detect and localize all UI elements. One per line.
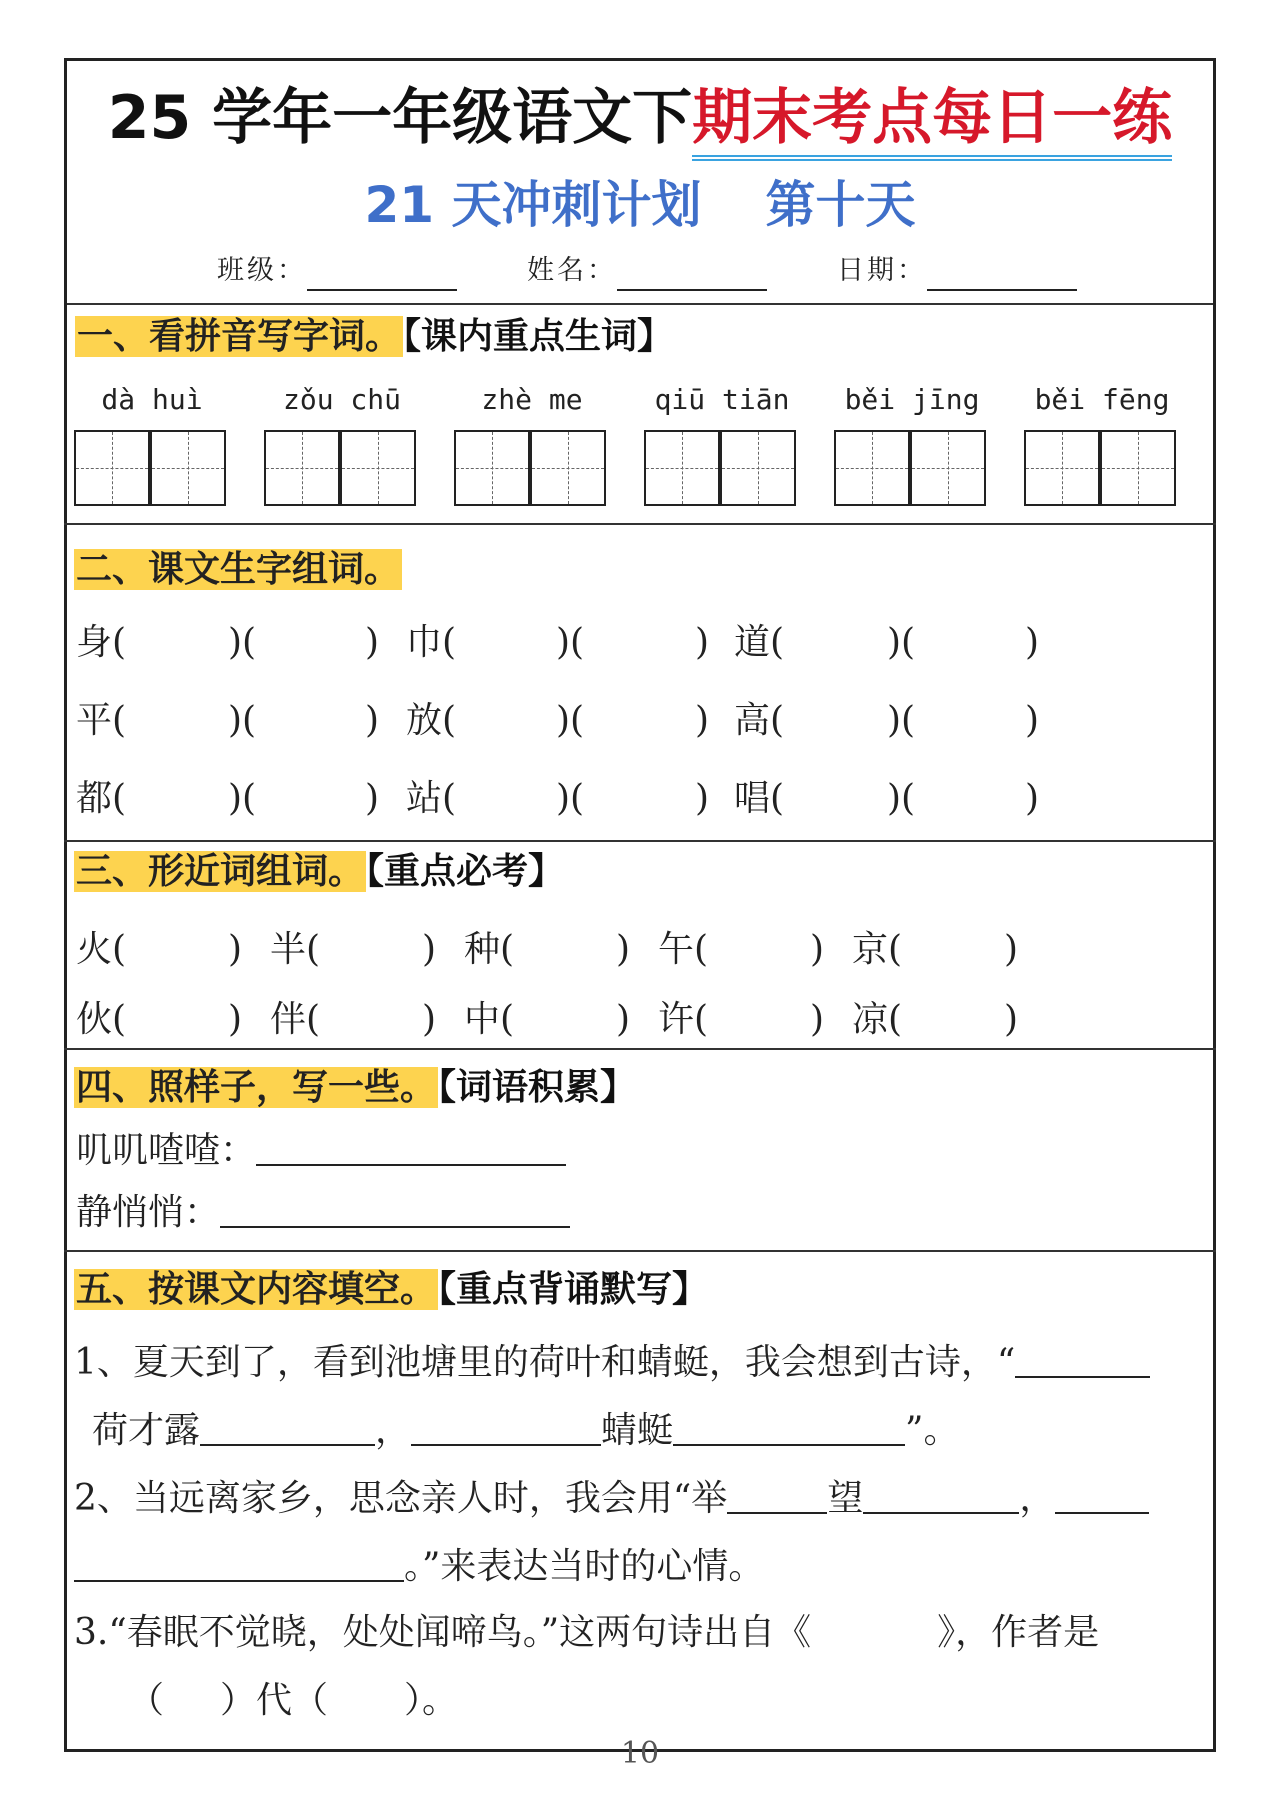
date-blank[interactable]: [927, 257, 1077, 291]
pinyin-text: běi fēng: [1034, 383, 1170, 416]
paren-mid: )(: [887, 622, 916, 663]
section3-title: 三、形近词组词。: [76, 851, 365, 892]
writing-box[interactable]: [720, 430, 796, 506]
paren-end: ): [365, 622, 380, 663]
paren-end: ): [695, 622, 710, 663]
section3-heading: [74, 848, 564, 896]
paren-end: ): [1025, 622, 1040, 663]
writing-box[interactable]: [644, 430, 720, 506]
writing-box[interactable]: [1100, 430, 1176, 506]
question-text: ）。: [404, 1680, 459, 1721]
word-char: 伙(: [76, 999, 127, 1040]
answer-blank[interactable]: [863, 1472, 1019, 1514]
paren-end: ): [695, 700, 710, 741]
question-text: ，: [1019, 1478, 1056, 1519]
paren-mid: )(: [887, 778, 916, 819]
question-text: ）代（: [220, 1680, 329, 1721]
question-text: 》，作者是: [937, 1612, 1100, 1653]
example-word: 叽叽喳喳：: [76, 1130, 257, 1171]
paren-mid: )(: [887, 700, 916, 741]
writing-box[interactable]: [340, 430, 416, 506]
accumulation-item-2: [76, 1186, 570, 1238]
paren-end: ): [810, 929, 825, 970]
student-info-row: [67, 251, 1213, 291]
paren-end: ): [810, 999, 825, 1040]
title-highlight: 期末考点每日一练: [692, 83, 1172, 161]
pinyin-text: běi jīng: [844, 383, 980, 416]
divider: [64, 523, 1216, 525]
question-text: 荷才露: [92, 1410, 201, 1451]
answer-blank[interactable]: [74, 1540, 404, 1582]
section3-tag: 【重点必考】: [366, 851, 565, 892]
question-3-line-2: [128, 1676, 458, 1726]
question-1-line-1: [74, 1336, 1150, 1388]
word-char: 身(: [76, 622, 127, 663]
page-title: [67, 75, 1213, 161]
section1-tag: 【课内重点生词】: [403, 316, 674, 357]
paren-end: ): [228, 999, 243, 1040]
word-char: 站(: [406, 778, 457, 819]
paren-end: ): [228, 929, 243, 970]
answer-blank[interactable]: [1055, 1472, 1149, 1514]
question-text: 3.“春眠不觉晓，处处闻啼鸟。”这两句诗出自《: [74, 1612, 812, 1653]
divider: [67, 303, 1213, 305]
paren-end: ): [1004, 999, 1019, 1040]
accumulation-item-1: [76, 1124, 566, 1176]
writing-box[interactable]: [150, 430, 226, 506]
word-char: 京(: [852, 929, 903, 970]
question-2-line-2: [74, 1540, 764, 1592]
name-label: 姓名：: [527, 255, 617, 286]
section2-title: 二、课文生字组词。: [76, 549, 401, 590]
answer-blank[interactable]: [1015, 1336, 1150, 1378]
writing-box[interactable]: [1024, 430, 1100, 506]
paren-end: ): [616, 929, 631, 970]
writing-box[interactable]: [264, 430, 340, 506]
class-blank[interactable]: [307, 257, 457, 291]
question-text: 1、夏天到了，看到池塘里的荷叶和蜻蜓，我会想到古诗，“: [74, 1342, 1016, 1383]
paren-mid: )(: [556, 622, 585, 663]
word-char: 都(: [76, 778, 127, 819]
class-field: [217, 251, 457, 291]
writing-box[interactable]: [834, 430, 910, 506]
writing-box[interactable]: [530, 430, 606, 506]
paren-end: ): [422, 929, 437, 970]
section4-tag: 【词语积累】: [438, 1067, 637, 1108]
page-subtitle: [67, 165, 1213, 245]
paren-end: ): [695, 778, 710, 819]
word-char: 高(: [734, 700, 785, 741]
paren-mid: )(: [556, 700, 585, 741]
question-text: 。”来表达当时的心情。: [404, 1546, 765, 1587]
paren-mid: )(: [228, 622, 257, 663]
paren-end: ): [365, 778, 380, 819]
pinyin-text: qiū tiān: [654, 383, 790, 416]
section4-heading: [74, 1064, 636, 1112]
answer-blank[interactable]: [673, 1404, 905, 1446]
word-char: 放(: [406, 700, 457, 741]
paren-end: ): [1025, 700, 1040, 741]
section1-heading: [75, 313, 673, 361]
question-1-line-2: [92, 1404, 959, 1456]
word-char: 道(: [734, 622, 785, 663]
paren-end: ): [1025, 778, 1040, 819]
name-blank[interactable]: [617, 257, 767, 291]
question-text: ”。: [905, 1410, 960, 1451]
question-text: 蜻蜓: [601, 1410, 674, 1451]
paren-mid: )(: [556, 778, 585, 819]
divider: [64, 840, 1216, 842]
answer-blank[interactable]: [220, 1186, 570, 1228]
writing-box[interactable]: [910, 430, 986, 506]
word-char: 中(: [464, 999, 515, 1040]
question-2-line-1: [74, 1472, 1149, 1524]
section1-title: 一、看拼音写字词。: [77, 316, 402, 357]
pinyin-text: zǒu chū: [282, 383, 401, 416]
word-char: 唱(: [734, 778, 785, 819]
paren-end: ): [1004, 929, 1019, 970]
class-label: 班级：: [217, 255, 307, 286]
paren-end: ): [616, 999, 631, 1040]
word-char: 许(: [658, 999, 709, 1040]
title-grade: 25 学年一年级语文下: [107, 83, 693, 153]
example-word: 静悄悄：: [76, 1192, 221, 1233]
pinyin-text: zhè me: [481, 383, 583, 416]
date-label: 日期：: [837, 255, 927, 286]
section5-heading: [74, 1266, 708, 1314]
section5-title: 五、按课文内容填空。: [76, 1269, 437, 1310]
page-number: 10: [620, 1736, 660, 1771]
writing-box[interactable]: [74, 430, 150, 506]
word-char: 午(: [658, 929, 709, 970]
paren-end: ): [422, 999, 437, 1040]
question-text: 望: [827, 1478, 864, 1519]
question-text: 2、当远离家乡，思念亲人时，我会用“举: [74, 1478, 728, 1519]
section2-heading: [74, 546, 402, 594]
pinyin-text: dà huì: [101, 383, 203, 416]
name-field: [527, 251, 767, 291]
divider: [64, 1250, 1216, 1252]
subtitle-plan: 21 天冲刺计划: [364, 176, 702, 234]
section5-tag: 【重点背诵默写】: [438, 1269, 709, 1310]
word-char: 凉(: [852, 999, 903, 1040]
paren-end: ): [365, 700, 380, 741]
writing-box[interactable]: [454, 430, 530, 506]
answer-blank[interactable]: [200, 1404, 375, 1446]
word-char: 平(: [76, 700, 127, 741]
subtitle-day: 第十天: [765, 176, 916, 234]
question-3-line-1: [74, 1608, 1099, 1658]
word-char: 火(: [76, 929, 127, 970]
word-char: 种(: [464, 929, 515, 970]
answer-blank[interactable]: [727, 1472, 827, 1514]
paren-mid: )(: [228, 700, 257, 741]
date-field: [837, 251, 1077, 291]
word-char: 巾(: [406, 622, 457, 663]
question-text: ，: [375, 1410, 412, 1451]
answer-blank[interactable]: [411, 1404, 601, 1446]
divider: [64, 1048, 1216, 1050]
paren-mid: )(: [228, 778, 257, 819]
word-char: 半(: [270, 929, 321, 970]
question-text: （: [128, 1680, 165, 1721]
section4-title: 四、照样子，写一些。: [76, 1067, 437, 1108]
answer-blank[interactable]: [256, 1124, 566, 1166]
word-char: 伴(: [270, 999, 321, 1040]
